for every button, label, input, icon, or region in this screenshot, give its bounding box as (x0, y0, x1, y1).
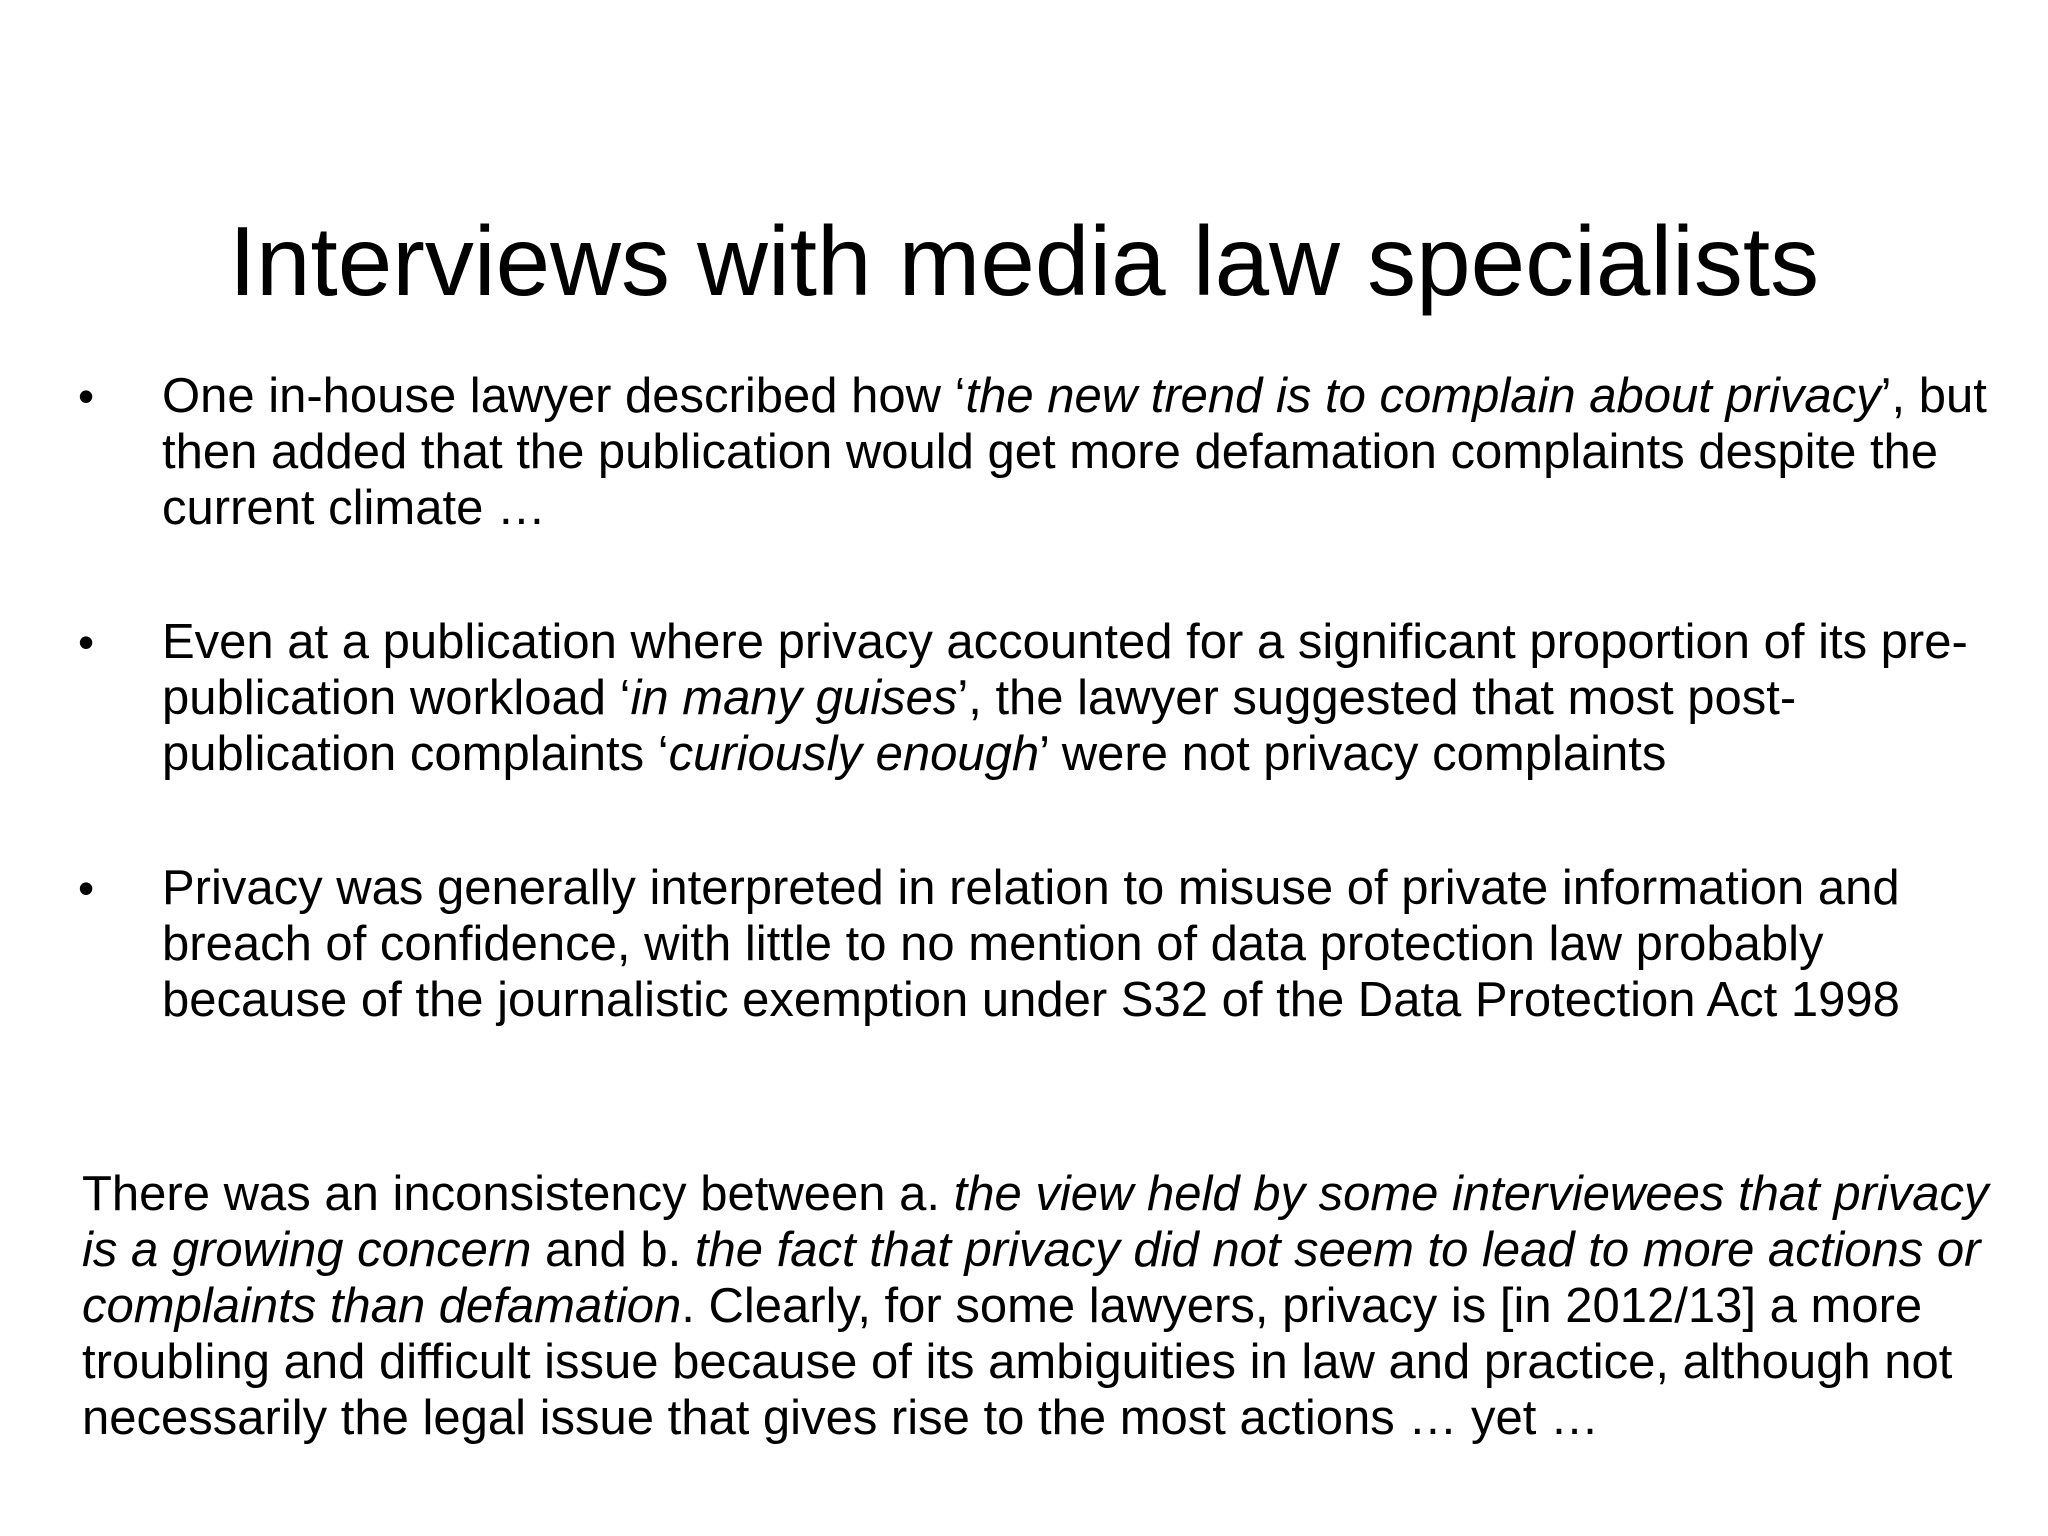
bullet-dot-icon: • (78, 862, 95, 914)
conclusion-italic: the fact that privacy did not seem to lead to more actions or complaints than defamation (82, 1223, 1981, 1333)
conclusion-text: There was an inconsistency between a. (82, 1167, 954, 1221)
bullet-item (78, 614, 1998, 782)
bullet-text: One in-house lawyer described how ‘ (162, 369, 966, 423)
bullet-dot-icon: • (78, 370, 95, 422)
bullet-text: Even at a publication where privacy accounted for a significant proportion of its pre-publication workload ‘ (162, 615, 1968, 725)
conclusion-text: and b. (531, 1223, 695, 1277)
bullet-list (78, 368, 1998, 1028)
bullet-text: Privacy was generally interpreted in relation to misuse of private information and breach of confidence, with little to no mention of data protection law probably because of the journalistic exemption under S32 of the Data Protection Act 1998 (162, 861, 1900, 1027)
bullet-quote: the new trend is to complain about privacy (965, 369, 1881, 423)
bullet-text: ’ were not privacy complaints (1039, 727, 1667, 781)
conclusion-italic: the view held by some interviewees that privacy is a growing concern (82, 1167, 1989, 1277)
bullet-quote: in many guises (630, 671, 958, 725)
slide-title: Interviews with media law specialists (228, 205, 1820, 316)
conclusion-paragraph (82, 1166, 2002, 1446)
conclusion-text: . Clearly, for some lawyers, privacy is [in 2012/13] a more troubling and difficult issue because of its ambiguities in law and practice, although not necessarily the legal issue that gives rise to the most actions … yet … (82, 1279, 1953, 1445)
bullet-text: ’, the lawyer suggested that most post-publication complaints ‘ (162, 671, 1797, 781)
bullet-dot-icon: • (78, 616, 95, 668)
bullet-quote: curiously enough (668, 727, 1040, 781)
bullet-item (78, 368, 1998, 536)
bullet-text: ’, but then added that the publication would get more defamation complaints despite the current climate … (162, 369, 1987, 535)
bullet-item (78, 860, 1998, 1028)
